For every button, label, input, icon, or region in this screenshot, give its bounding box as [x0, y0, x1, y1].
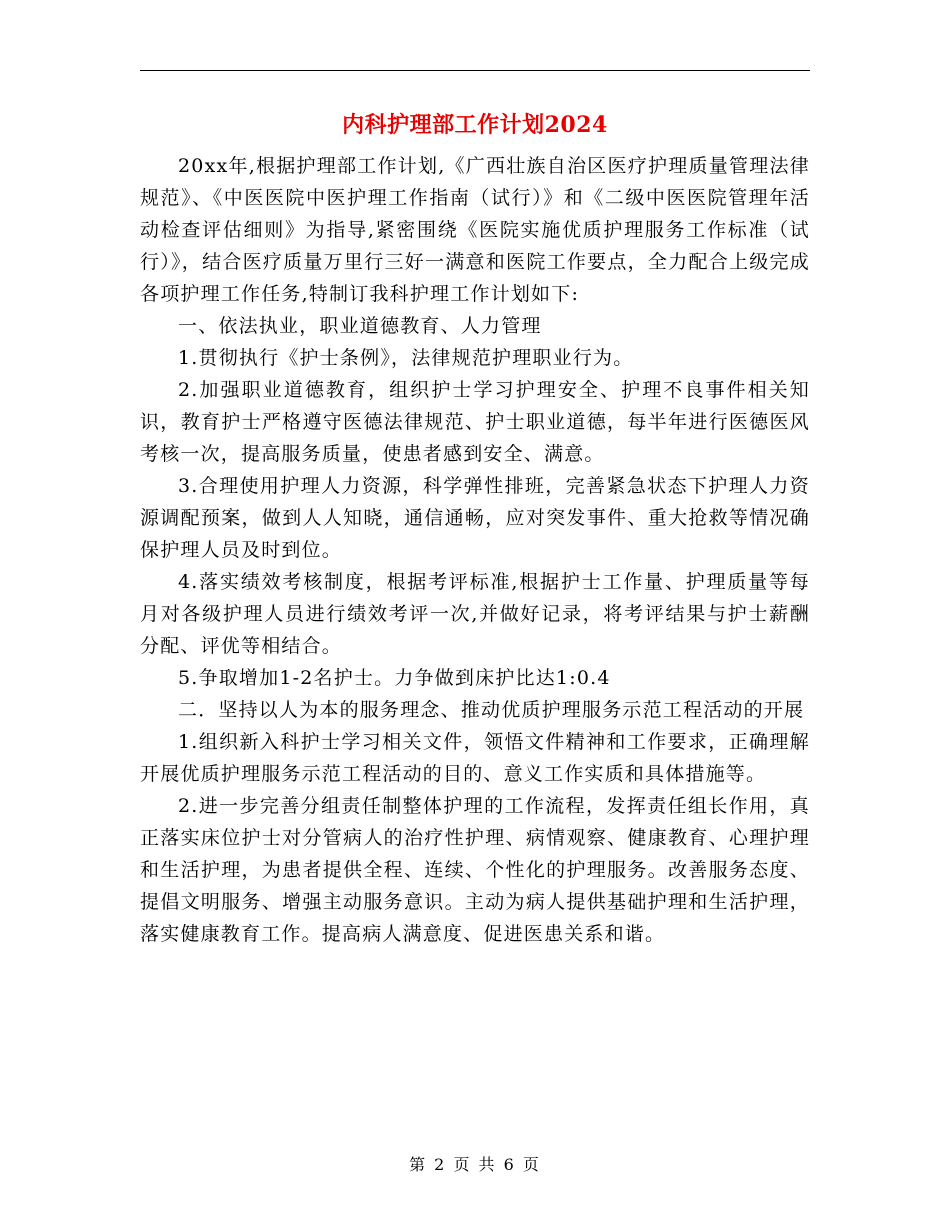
section-heading-1: 一、依法执业，职业道德教育、人力管理 — [178, 315, 542, 337]
section-heading-2: 二．坚持以人为本的服务理念、推动优质护理服务示范工程活动的开展 — [178, 699, 805, 721]
header-rule — [140, 70, 810, 71]
paragraph-2-2: 2.进一步完善分组责任制整体护理的工作流程，发挥责任组长作用，真正落实床位护士对分管病人的治疗性护理、病情观察、健康教育、心理护理和生活护理，为患者提供全程、连续、个性化的护理服务。改善服务态度、提倡文明服务、增强主动服务意识。主动为病人提供基础护理和生活护理，落实健康教育工作。提高病人满意度、促进医患关系和谐。 — [140, 795, 810, 945]
paragraph-intro: 20xx年,根据护理部工作计划,《广西壮族自治区医疗护理质量管理法律规范》、《中医医院中医护理工作指南（试行）》和《二级中医医院管理年活动检查评估细则》为指导,紧密围绕《医院实施优质护理服务工作标准（试行）》，结合医疗质量万里行三好一满意和医院工作要点，全力配合上级完成各项护理工作任务,特制订我科护理工作计划如下: — [140, 155, 810, 305]
paragraph-1-2: 2.加强职业道德教育，组织护士学习护理安全、护理不良事件相关知识，教育护士严格遵守医德法律规范、护士职业道德，每半年进行医德医风考核一次，提高服务质量，使患者感到安全、满意。 — [140, 379, 810, 465]
paragraph-1-4: 4.落实绩效考核制度，根据考评标准,根据护士工作量、护理质量等每月对各级护理人员进行绩效考评一次,并做好记录，将考评结果与护士薪酬分配、评优等相结合。 — [140, 571, 810, 657]
document-body — [140, 150, 810, 950]
paragraph-1-3: 3.合理使用护理人力资源，科学弹性排班，完善紧急状态下护理人力资源调配预案，做到人人知晓，通信通畅，应对突发事件、重大抢救等情况确保护理人员及时到位。 — [140, 475, 810, 561]
page-number: 第 2 页 共 6 页 — [409, 1155, 541, 1174]
paragraph-1-5: 5.争取增加1-2名护士。力争做到床护比达1:0.4 — [178, 667, 611, 689]
document-title: 内科护理部工作计划2024 — [342, 112, 608, 138]
paragraph-1-1: 1.贯彻执行《护士条例》，法律规范护理职业行为。 — [178, 347, 634, 369]
paragraph-2-1: 1.组织新入科护士学习相关文件，领悟文件精神和工作要求，正确理解开展优质护理服务示范工程活动的目的、意义工作实质和具体措施等。 — [140, 731, 810, 785]
